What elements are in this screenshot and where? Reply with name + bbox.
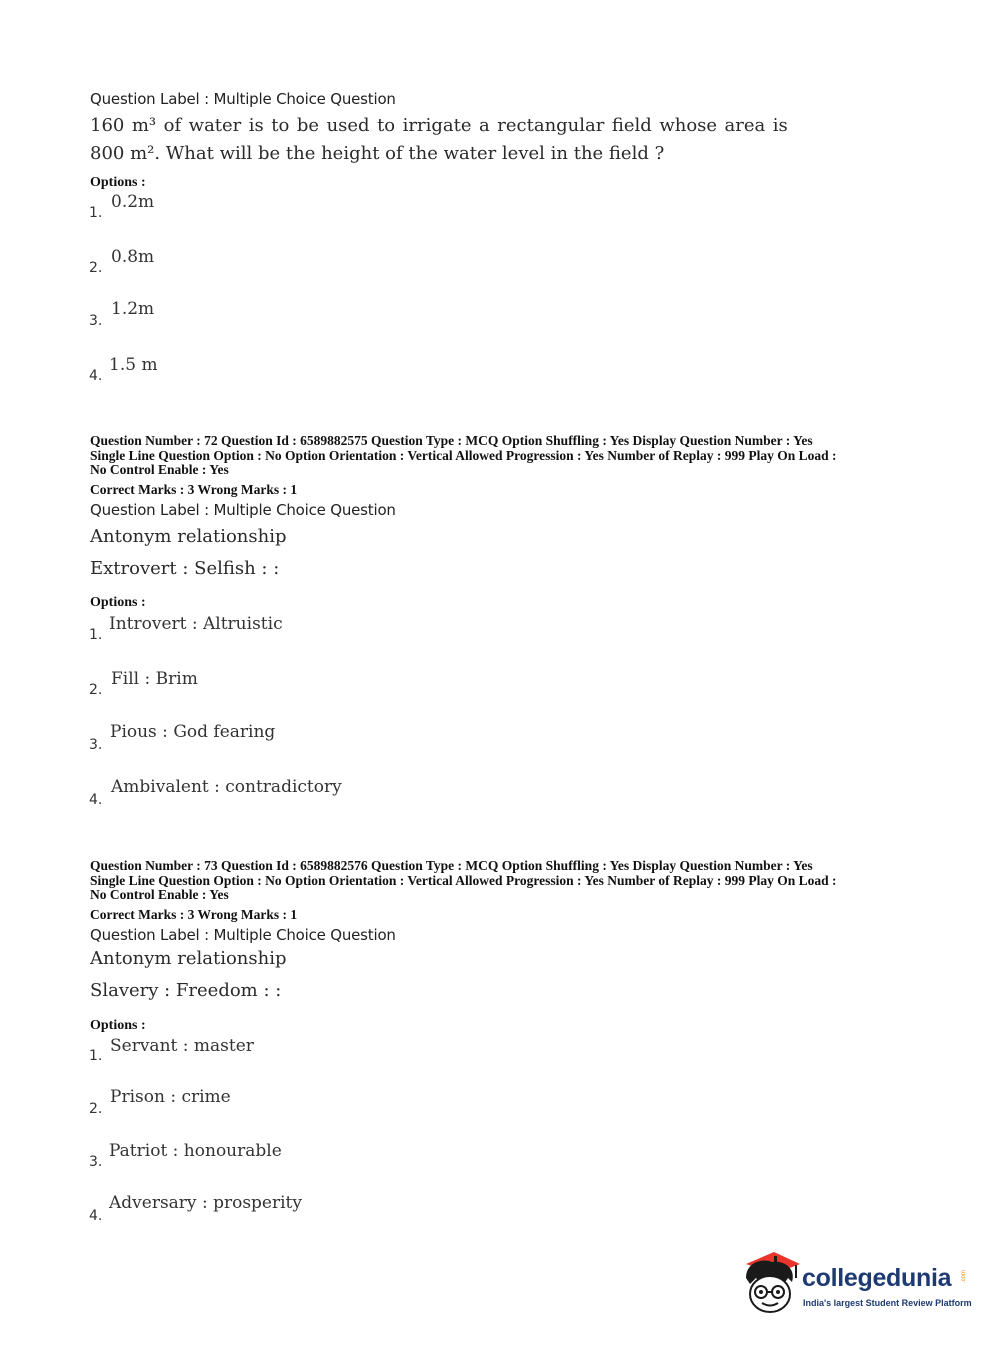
word: to <box>271 115 290 136</box>
option-text[interactable]: 0.8m <box>111 247 155 267</box>
word: whose <box>659 115 718 136</box>
option-text[interactable]: Adversary : prosperity <box>109 1193 302 1213</box>
option-number: 3. <box>89 1154 103 1170</box>
question-meta <box>90 859 837 903</box>
option-text[interactable]: Patriot : honourable <box>109 1141 282 1161</box>
meta-line: Single Line Question Option : No Option Orientation : Vertical Allowed Progression : Yes Number of Replay : 999 Play On Load : <box>90 872 837 888</box>
logo-tagline: India's largest Student Review Platform <box>803 1298 972 1308</box>
word: m³ <box>131 115 157 136</box>
meta-line: No Control Enable : Yes <box>90 462 229 477</box>
meta-line: Single Line Question Option : No Option Orientation : Vertical Allowed Progression : Yes Number of Replay : 999 Play On Load : <box>90 447 837 463</box>
option-number: 2. <box>89 682 103 698</box>
word: used <box>326 115 370 136</box>
meta-line: Question Number : 72 Question Id : 6589882575 Question Type : MCQ Option Shuffling : Yes Display Question Number : Yes <box>90 433 813 448</box>
word: field <box>611 115 652 136</box>
option-number: 2. <box>89 1101 103 1117</box>
option-number: 4. <box>89 368 103 384</box>
option-number: 4. <box>89 1208 103 1224</box>
question-text-line2: 800 m². What will be the height of the water level in the field ? <box>90 143 665 164</box>
options-heading: Options : <box>90 595 146 610</box>
option-number: 1. <box>89 627 103 643</box>
options-heading: Options : <box>90 1018 146 1033</box>
question-meta <box>90 434 837 478</box>
question-text-line1 <box>90 115 788 136</box>
marks-info: Correct Marks : 3 Wrong Marks : 1 <box>90 907 298 922</box>
option-number: 3. <box>89 313 103 329</box>
question-text-line1: Antonym relationship <box>90 526 287 547</box>
option-number: 2. <box>89 260 103 276</box>
word: rectangular <box>497 115 605 136</box>
option-text[interactable]: Pious : God fearing <box>110 722 276 742</box>
option-number: 1. <box>89 205 103 221</box>
word: is <box>772 115 788 136</box>
word: area <box>724 115 766 136</box>
question-text-line2: Extrovert : Selfish : : <box>90 558 280 579</box>
word: is <box>248 115 264 136</box>
question-text-line1: Antonym relationship <box>90 948 287 969</box>
option-text[interactable]: 1.2m <box>111 299 155 319</box>
options-heading: Options : <box>90 175 146 190</box>
option-text[interactable]: 0.2m <box>111 192 155 212</box>
logo-wordmark: collegedunia <box>802 1264 952 1292</box>
option-number: 3. <box>89 737 103 753</box>
question-label: Question Label : Multiple Choice Question <box>90 501 396 519</box>
marks-info: Correct Marks : 3 Wrong Marks : 1 <box>90 482 298 497</box>
mascot-icon <box>740 1248 800 1316</box>
option-text[interactable]: Prison : crime <box>110 1087 231 1107</box>
option-text[interactable]: Fill : Brim <box>111 669 198 689</box>
option-text[interactable]: Introvert : Altruistic <box>109 614 283 634</box>
word: 160 <box>90 115 125 136</box>
word: be <box>296 115 320 136</box>
option-text[interactable]: 1.5 m <box>109 355 158 375</box>
question-text-line2: Slavery : Freedom : : <box>90 980 282 1001</box>
option-text[interactable]: Servant : master <box>110 1036 254 1056</box>
question-label: Question Label : Multiple Choice Question <box>90 926 396 944</box>
question-label: Question Label : Multiple Choice Question <box>90 90 396 108</box>
word: of <box>163 115 182 136</box>
meta-line: Question Number : 73 Question Id : 6589882576 Question Type : MCQ Option Shuffling : Yes Display Question Number : Yes <box>90 858 813 873</box>
option-number: 4. <box>89 792 103 808</box>
collegedunia-logo[interactable] <box>740 1248 975 1318</box>
word: a <box>479 115 490 136</box>
word: irrigate <box>402 115 472 136</box>
option-text[interactable]: Ambivalent : contradictory <box>111 777 342 797</box>
logo-domain: .com <box>961 1270 967 1284</box>
word: to <box>377 115 396 136</box>
word: water <box>188 115 242 136</box>
meta-line: No Control Enable : Yes <box>90 887 229 902</box>
option-number: 1. <box>89 1048 103 1064</box>
